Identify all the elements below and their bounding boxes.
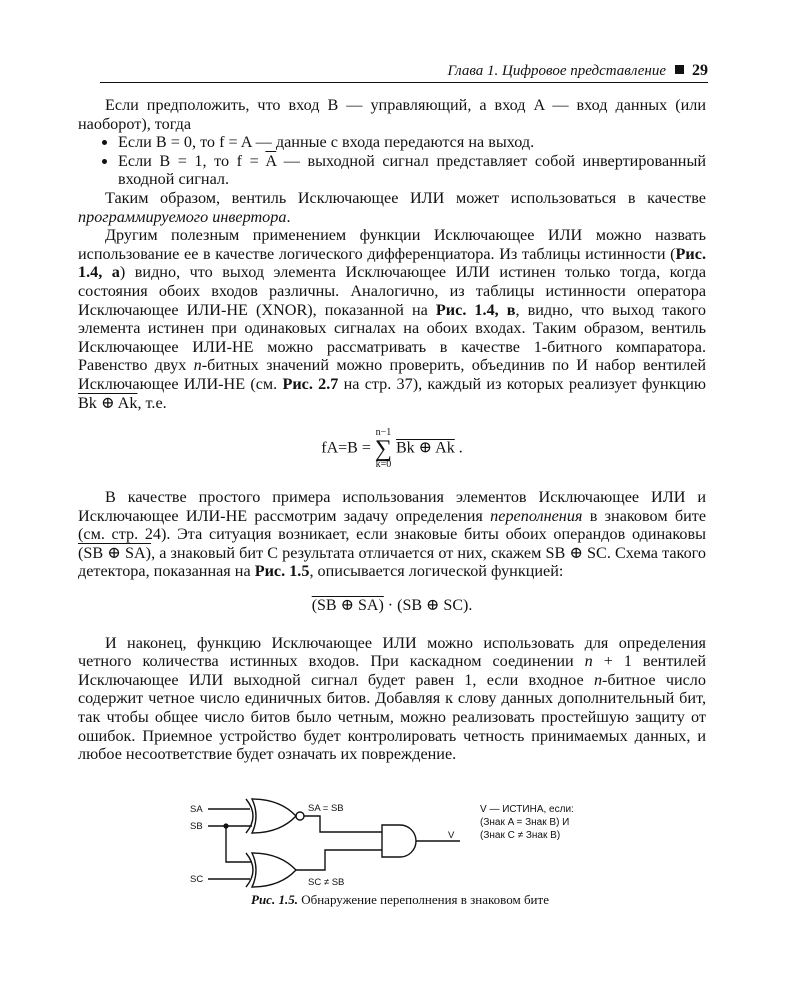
body-text: [78, 96, 706, 764]
page-number: 29: [692, 62, 708, 79]
p2-text-a: Таким образом, вентиль Исключающее ИЛИ может использоваться в качестве: [105, 188, 706, 207]
label-sa-eq-sb: SA = SB: [308, 803, 344, 814]
cond-line-1: V — ИСТИНА, если:: [480, 804, 574, 815]
p4-text-a: В качестве простого примера использования элементов Исключающее ИЛИ и Исключающее ИЛИ-НЕ рассмотрим задачу определения: [78, 488, 706, 525]
figure-ref-1-4v: Рис. 1.4, в: [435, 300, 516, 319]
xnor-gate-body: [252, 799, 296, 833]
eq1-lhs: fA=B =: [321, 439, 375, 457]
p2-emphasis: программируемого инвертора: [78, 207, 287, 226]
sum-lower: k=0: [375, 459, 392, 471]
equation-2: [78, 597, 706, 616]
eq2-overline: (SB ⊕ SA): [311, 597, 384, 615]
cond-line-3: (Знак C ≠ Знак B): [480, 830, 561, 841]
eq1-rhs: Bk ⊕ Ak: [395, 439, 455, 457]
bullet-list: [78, 133, 706, 189]
paragraph-2: [78, 189, 706, 226]
p4-emphasis: переполнения: [490, 506, 583, 525]
figure-ref-1-4a: Рис. 1.4, а: [78, 244, 706, 282]
p3-text-a: Другим полезным применением функции Исключающее ИЛИ можно назвать использование ее в качестве логического дифференциатора. Из таблицы истинности (: [78, 226, 706, 263]
figure-caption: [0, 892, 800, 908]
eq1-period: .: [454, 439, 463, 457]
p3-text-d: -битных значений можно проверить, объединив по И набор вентилей Исключающее ИЛИ-НЕ (см.: [78, 356, 706, 393]
p2-text-b: .: [286, 207, 291, 226]
label-sa: SA: [190, 804, 203, 815]
xnor-gate-back: [246, 799, 253, 833]
p3-n: n: [193, 356, 202, 375]
p5-text-c: -битное число содержит четное число единичных битов. Добавляя к слову данных дополнительный бит, так чтобы общее число битов было четным, можно реализовать простейшую защиту от ошибок. Приемное устройство будет контролировать четность принимаемых данных, и любое несоответствие будет означать их повреждение.: [78, 670, 706, 764]
p5-text-a: И наконец, функцию Исключающее ИЛИ можно использовать для определения четного количества истинных входов. При каскадном соединении: [78, 633, 706, 671]
wire-xnor-out: [304, 816, 382, 832]
p3-text-c: , видно, что выход такого элемента истинен при одинаковых сигналах на обоих входах. Таким образом, вентиль Исключающее ИЛИ-НЕ можно рассматривать в качестве 1-битного компаратора. Равенство двух: [78, 300, 706, 375]
running-header: [100, 62, 708, 83]
figure-condition-note: [480, 803, 574, 842]
p4-text-d: . Схема такого детектора, показанная на: [78, 543, 706, 581]
wire-xor-out: [296, 850, 382, 870]
caption-label: Рис. 1.5.: [251, 892, 298, 907]
xnor-bubble: [296, 812, 304, 820]
figure-ref-2-7: Рис. 2.7: [282, 374, 339, 393]
sigma-icon: ∑: [374, 436, 392, 463]
sum-upper: n−1: [375, 427, 392, 439]
bullet2-text-a: Если B = 1, то f =: [118, 151, 266, 170]
xor-gate-back: [246, 853, 253, 887]
paragraph-4: [78, 488, 706, 581]
overflow-detector-circuit: [150, 795, 650, 895]
paragraph-3: [78, 226, 706, 412]
p5-n2: n: [593, 670, 603, 689]
p5-text-b: + 1 вентилей Исключающее ИЛИ выходной сигнал будет равен 1, если входное: [78, 652, 706, 689]
p4-formula-2: SB ⊕ SC: [545, 543, 607, 562]
caption-text: Обнаружение переполнения в знаковом бите: [297, 892, 549, 907]
p4-text-b: в знаковом бите (см. стр. 24). Эта ситуация возникает, если знаковые биты обоих операндов одинаковы: [78, 506, 707, 544]
bullet-item-2: [118, 152, 706, 189]
equation-1: [78, 428, 706, 470]
figure-ref-1-5: Рис. 1.5: [254, 562, 310, 581]
paragraph-1: Если предположить, что вход B — управляющий, а вход A — вход данных (или наоборот), тогда: [78, 96, 706, 133]
p3-text-f: , т.е.: [137, 393, 167, 412]
bullet-item-1: • Если B = 0, то f = A — данные с входа передаются на выход.: [118, 133, 706, 152]
bullet2-overline: $\overline{A}$: [265, 151, 277, 170]
label-sc: SC: [190, 874, 204, 885]
summation: [375, 428, 392, 470]
and-gate-body: [382, 825, 416, 857]
label-sc-ne-sb: SC ≠ SB: [308, 877, 345, 888]
junction-dot: [223, 823, 228, 828]
header-square-icon: [675, 65, 684, 74]
p3-text-b: ) видно, что выход элемента Исключающее ИЛИ истинен только тогда, когда состояния обоих входов различны. Аналогично, из таблицы истинности оператора Исключающее ИЛИ-НЕ (XNOR), показанной на: [78, 263, 706, 319]
xor-gate-body: [252, 853, 296, 887]
bullet2-text-b: — выходной сигнал представляет собой инвертированный входной сигнал.: [118, 151, 706, 189]
p4-text-e: , описывается логической функцией:: [309, 562, 564, 581]
paragraph-5: [78, 634, 706, 764]
cond-line-2: (Знак A = Знак B) И: [480, 817, 570, 828]
label-sb: SB: [190, 821, 203, 832]
p4-formula-1: (SB ⊕ SA): [78, 543, 152, 562]
p3-text-e: на стр. 37), каждый из которых реализует функцию: [338, 374, 706, 393]
p3-inline-formula: Bk ⊕ Ak: [78, 393, 138, 412]
chapter-title: Глава 1. Цифровое представление: [447, 63, 666, 79]
eq2-rest: · (SB ⊕ SC).: [383, 597, 473, 615]
label-v: V: [448, 830, 455, 841]
p5-n1: n: [584, 652, 593, 671]
p4-text-c: , а знаковый бит C результата отличается от них, скажем: [151, 543, 546, 562]
